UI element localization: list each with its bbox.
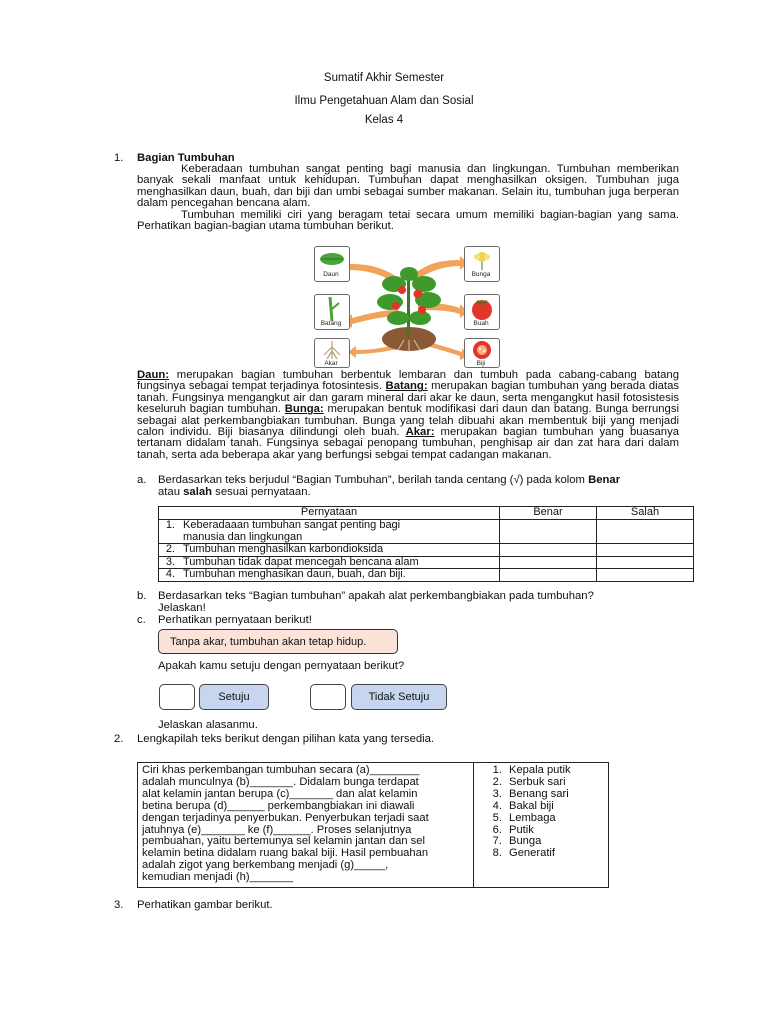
- tomato-icon: [465, 295, 499, 323]
- agree-question: Apakah kamu setuju dengan pernyataan berikut?: [158, 660, 405, 672]
- desc-daun: merupakan bagian tumbuhan berbentuk lembaran dan tumbuh pada cabang-cabang batang fungsinya sebagai tempat terjadinya fotosintesis.: [137, 369, 679, 393]
- benar-cell[interactable]: [500, 569, 597, 582]
- statement-callout: Tanpa akar, tumbuhan akan tetap hidup.: [158, 629, 398, 654]
- desc-batang: merupakan bagian tumbuhan yang berada diatas tanah. Fungsinya mengangkut air dan garam mineral dari akar ke daun, serta mengangkut hasil fotosistesis keseluruh bagian tumbuhan.: [137, 380, 680, 416]
- q1a-salah: salah: [183, 486, 213, 498]
- agree-checkbox[interactable]: [159, 684, 195, 710]
- fill-line: kelamin betina didalam ruang bakal biji. Hasil pembuahan: [142, 847, 429, 860]
- label-bunga: Bunga: [471, 271, 491, 278]
- q1a-mid: atau: [158, 486, 184, 498]
- fill-line: kemudian menjadi (h)_______: [142, 871, 294, 884]
- q2-instruction: Lengkapilah teks berikut dengan pilihan kata yang tersedia.: [137, 733, 435, 745]
- fill-line: dengan terjadinya penyerbukan. Penyerbukan terjadi saat: [142, 811, 429, 824]
- disagree-option[interactable]: Tidak Setuju: [351, 684, 447, 710]
- term-akar: Akar:: [405, 426, 435, 439]
- fill-box-divider: [473, 762, 474, 887]
- list-item: 1. Kepala putik: [492, 764, 571, 776]
- seed-icon: [465, 339, 499, 361]
- desc-akar: merupakan bagian tumbuhan yang buasanya tertanam didalam tanah. Fungsinya sebagai penopang tumbuhan, penghisap air dan zat hara dari dalam tanah, serta ada beberapa akar yang berfungsi sebgai tempat cadangan makanan.: [137, 426, 680, 461]
- label-biji: Biji: [476, 360, 486, 367]
- fill-in-text: [142, 765, 468, 884]
- label-batang: Batang: [320, 320, 342, 327]
- term-bunga: Bunga:: [284, 403, 324, 416]
- list-item: 5. Lembaga: [492, 811, 556, 824]
- flower-icon: [465, 247, 499, 271]
- benar-cell[interactable]: [500, 520, 597, 544]
- header-benar: Benar: [500, 507, 597, 520]
- q1b-letter: b.: [137, 590, 147, 602]
- parts-description: [137, 370, 679, 461]
- benar-cell[interactable]: [500, 556, 597, 569]
- salah-cell[interactable]: [597, 556, 694, 569]
- q1a-post: sesuai pernyataan.: [212, 486, 311, 498]
- stem-icon: [315, 295, 349, 323]
- explain-prompt: Jelaskan alasanmu.: [158, 719, 258, 731]
- word-choice-list: [484, 765, 571, 860]
- term-batang: Batang:: [385, 380, 428, 393]
- table-header-row: [159, 507, 694, 520]
- agree-option[interactable]: Setuju: [199, 684, 269, 710]
- row-number: 4.: [159, 569, 178, 582]
- list-item: 4. Bakal biji: [492, 799, 554, 812]
- row-statement: Keberadaaan tumbuhan sangat penting bagi manusia dan lingkungan: [177, 520, 500, 544]
- list-item: 2. Serbuk sari: [492, 775, 566, 788]
- row-number: 1.: [159, 520, 178, 544]
- plant-parts-figure: [306, 244, 506, 370]
- leaf-icon: [315, 247, 349, 271]
- table-row: [159, 556, 694, 569]
- table-row: [159, 520, 694, 544]
- q1-title: Bagian Tumbuhan: [137, 152, 235, 164]
- q1c-letter: c.: [137, 614, 146, 626]
- table-row: [159, 569, 694, 582]
- doc-title: Sumatif Akhir Semester: [323, 72, 445, 84]
- term-daun: Daun:: [137, 369, 170, 381]
- label-akar: Akar: [324, 360, 338, 367]
- table-row: [159, 544, 694, 557]
- root-icon: [315, 339, 349, 361]
- doc-subject: Ilmu Pengetahuan Alam dan Sosial: [294, 95, 474, 107]
- q3-instruction: Perhatikan gambar berikut.: [137, 899, 273, 911]
- fill-line: alat kelamin jantan berupa (c)_______ dan alat kelamin: [142, 787, 418, 800]
- q1a-benar: Benar: [588, 474, 621, 486]
- doc-grade: Kelas 4: [364, 114, 404, 126]
- fill-line: adalah munculnya (b)_______. Didalam bunga terdapat: [142, 775, 419, 788]
- q1-intro: [137, 164, 679, 232]
- list-item: 8. Generatif: [492, 847, 556, 860]
- q1b-question: Berdasarkan teks “Bagian tumbuhan” apakah alat perkembangbiakan pada tumbuhan? Jelaskan!: [158, 590, 594, 614]
- label-daun: Daun: [323, 271, 339, 278]
- row-statement: Tumbuhan tidak dapat mencegah bencana alam: [177, 556, 500, 569]
- q1c-instruction: Perhatikan pernyataan berikut!: [158, 614, 312, 626]
- q3-number: 3.: [114, 899, 124, 911]
- q1a-letter: a.: [137, 474, 147, 486]
- q1-number: 1.: [114, 152, 124, 164]
- salah-cell[interactable]: [597, 569, 694, 582]
- disagree-checkbox[interactable]: [310, 684, 346, 710]
- list-item: 7. Bunga: [492, 835, 542, 848]
- desc-bunga: merupakan bentuk modifikasi dari daun dan batang. Bunga berrungsi sebagai alat perkembangbiakan tumbuhan. Bunga yang telah dibuahi akan membentuk biji yang menjadi calon individu. Biji biasanya dilindungi oleh buah.: [137, 403, 679, 439]
- row-statement: Tumbuhan menghasilkan karbondioksida: [177, 544, 500, 557]
- q1a-pre: Berdasarkan teks berjudul “Bagian Tumbuhan”, berilah tanda centang (√) pada kolom: [158, 474, 589, 486]
- benar-cell[interactable]: [500, 544, 597, 557]
- q1-para1: Keberadaan tumbuhan sangat penting bagi manusia dan lingkungan. Tumbuhan memberikan banyak sekali manfaat untuk kehidupan. Tumbuhan dapat menghasilkan oksigen. Tumbuhan juga menghasilkan daun, buah, dan biji dan umbi sebagai sumber makanan. Selain itu, tumbuhan juga berperan dalam pencegahan bencana alam.: [137, 163, 679, 210]
- statement-table: [158, 506, 694, 582]
- header-pernyataan: Pernyataan: [159, 507, 500, 520]
- header-salah: Salah: [597, 507, 694, 520]
- salah-cell[interactable]: [597, 520, 694, 544]
- fill-line: adalah zigot yang berkembang menjadi (g)_____,: [142, 859, 389, 872]
- row-number: 3.: [159, 556, 178, 569]
- row-number: 2.: [159, 544, 178, 557]
- fill-line: Ciri khas perkembangan tumbuhan secara (a)________: [142, 764, 420, 776]
- fill-line: betina berupa (d)______ perkembangbiakan ini diawali: [142, 799, 415, 812]
- label-buah: Buah: [473, 320, 489, 327]
- fill-line: pembuahan, yaitu bertemunya sel kelamin jantan dan sel: [142, 835, 425, 848]
- list-item: 6. Putik: [492, 823, 534, 836]
- q1-para2: Tumbuhan memiliki ciri yang beragam tetai secara umum memiliki bagian-bagian yang sama. Perhatikan bagian-bagian utama tumbuhan berikut.: [137, 208, 679, 233]
- q1a-instruction: [158, 474, 678, 498]
- fill-line: jatuhnya (e)_______ ke (f)______. Proses selanjutnya: [142, 823, 412, 836]
- salah-cell[interactable]: [597, 544, 694, 557]
- q2-number: 2.: [114, 733, 124, 745]
- row-statement: Tumbuhan menghasikan daun, buah, dan biji.: [177, 569, 500, 582]
- list-item: 3. Benang sari: [492, 787, 569, 800]
